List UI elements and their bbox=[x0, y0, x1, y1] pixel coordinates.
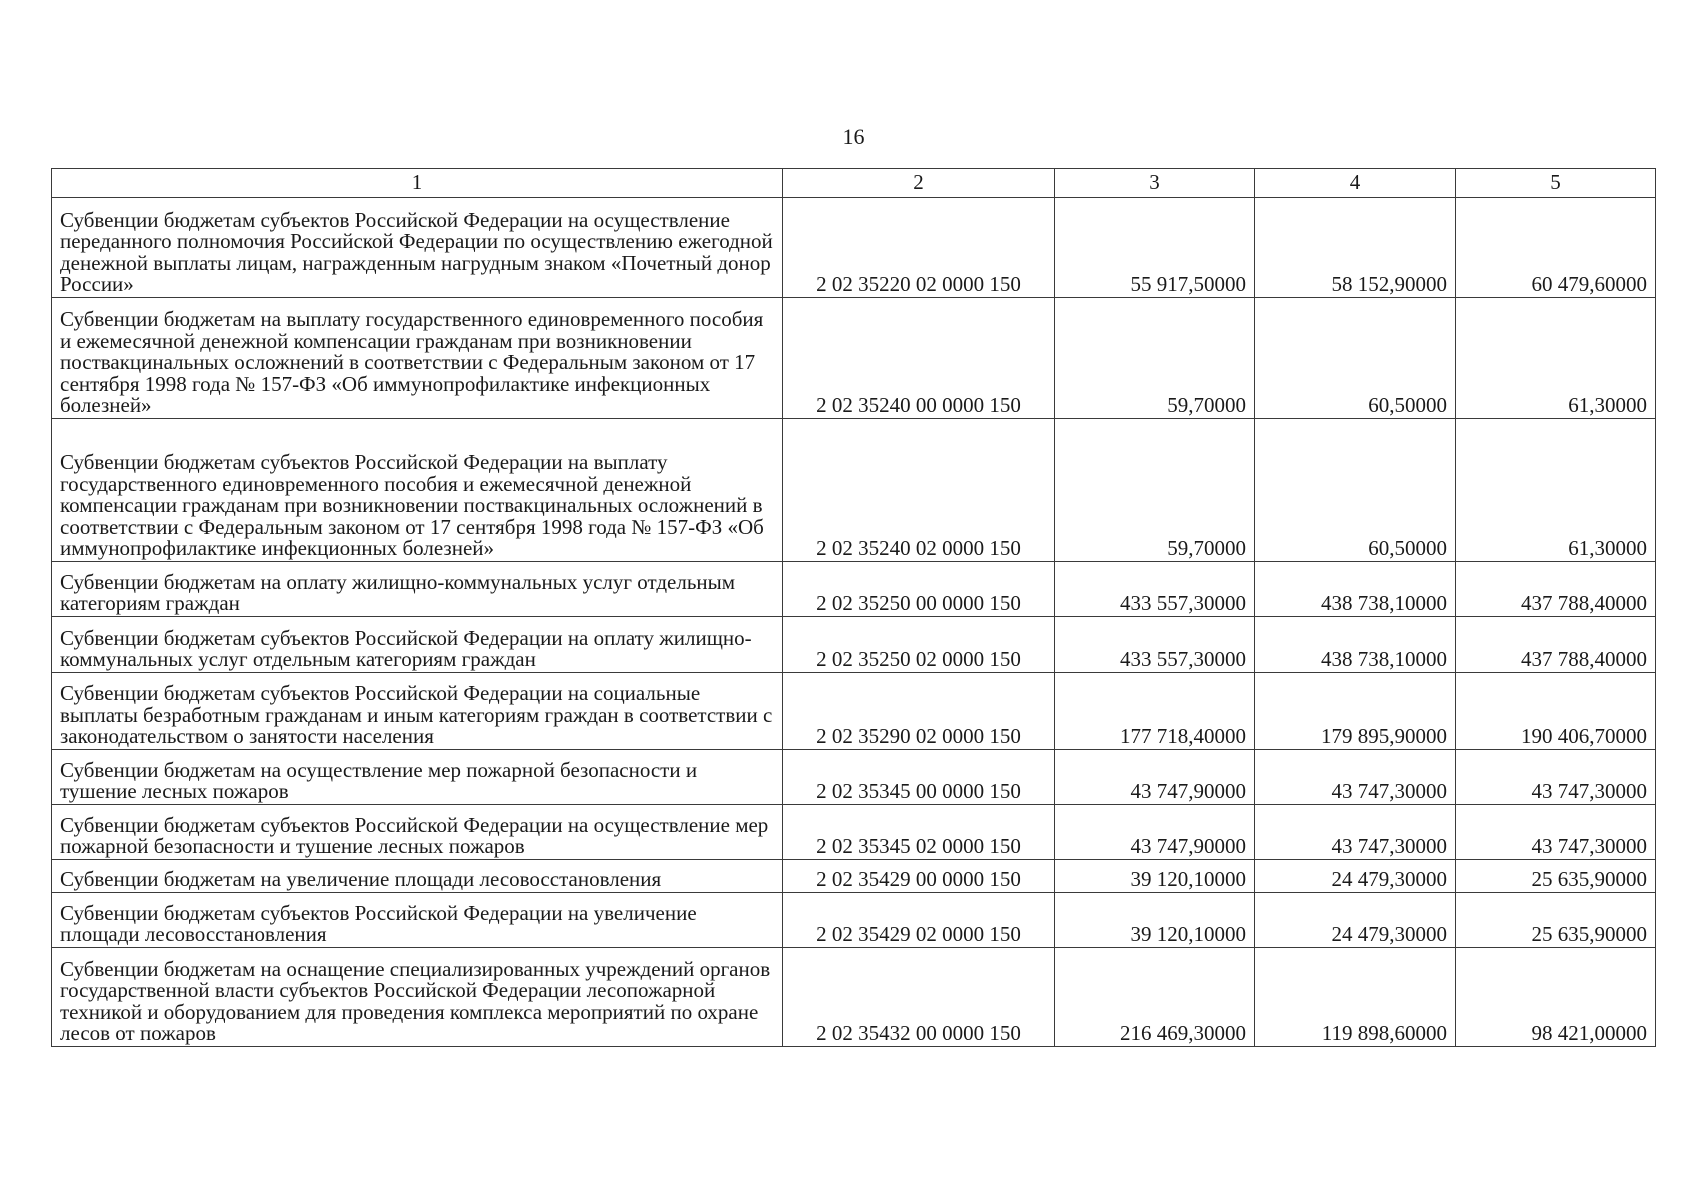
code-cell: 2 02 35345 02 0000 150 bbox=[783, 805, 1055, 860]
value-cell-4: 119 898,60000 bbox=[1255, 948, 1456, 1047]
code-cell: 2 02 35432 00 0000 150 bbox=[783, 948, 1055, 1047]
value-cell-3: 216 469,30000 bbox=[1055, 948, 1255, 1047]
description-cell: Субвенции бюджетам субъектов Российской Федерации на оплату жилищно-коммунальных услуг отдельным категориям граждан bbox=[52, 617, 783, 673]
table-row bbox=[52, 562, 1656, 617]
value-cell-5: 43 747,30000 bbox=[1456, 750, 1656, 805]
value-cell-3: 177 718,40000 bbox=[1055, 673, 1255, 750]
code-cell: 2 02 35250 00 0000 150 bbox=[783, 562, 1055, 617]
description-cell: Субвенции бюджетам на осуществление мер пожарной безопасности и тушение лесных пожаров bbox=[52, 750, 783, 805]
description-cell: Субвенции бюджетам субъектов Российской Федерации на осуществление переданного полномочия Российской Федерации по осуществлению ежегодной денежной выплаты лицам, награжденным нагрудным знаком «Почетный донор России» bbox=[52, 198, 783, 298]
value-cell-3: 43 747,90000 bbox=[1055, 750, 1255, 805]
value-cell-4: 43 747,30000 bbox=[1255, 750, 1456, 805]
code-cell: 2 02 35220 02 0000 150 bbox=[783, 198, 1055, 298]
table-row bbox=[52, 948, 1656, 1047]
page-number: 16 bbox=[842, 124, 865, 149]
value-cell-5: 60 479,60000 bbox=[1456, 198, 1656, 298]
table-row bbox=[52, 860, 1656, 893]
value-cell-3: 59,70000 bbox=[1055, 419, 1255, 562]
table-row bbox=[52, 673, 1656, 750]
description-cell: Субвенции бюджетам на увеличение площади лесовосстановления bbox=[52, 860, 783, 893]
code-cell: 2 02 35250 02 0000 150 bbox=[783, 617, 1055, 673]
value-cell-5: 43 747,30000 bbox=[1456, 805, 1656, 860]
value-cell-4: 24 479,30000 bbox=[1255, 893, 1456, 948]
column-header: 2 bbox=[783, 169, 1055, 198]
value-cell-5: 25 635,90000 bbox=[1456, 860, 1656, 893]
value-cell-5: 190 406,70000 bbox=[1456, 673, 1656, 750]
value-cell-3: 55 917,50000 bbox=[1055, 198, 1255, 298]
table-row bbox=[52, 750, 1656, 805]
value-cell-5: 437 788,40000 bbox=[1456, 562, 1656, 617]
table-row bbox=[52, 617, 1656, 673]
value-cell-4: 58 152,90000 bbox=[1255, 198, 1456, 298]
value-cell-4: 179 895,90000 bbox=[1255, 673, 1456, 750]
table-row bbox=[52, 805, 1656, 860]
description-cell: Субвенции бюджетам субъектов Российской Федерации на осуществление мер пожарной безопасности и тушение лесных пожаров bbox=[52, 805, 783, 860]
value-cell-4: 24 479,30000 bbox=[1255, 860, 1456, 893]
description-cell: Субвенции бюджетам субъектов Российской Федерации на социальные выплаты безработным гражданам и иным категориям граждан в соответствии с законодательством о занятости населения bbox=[52, 673, 783, 750]
column-header: 3 bbox=[1055, 169, 1255, 198]
value-cell-3: 59,70000 bbox=[1055, 298, 1255, 419]
value-cell-4: 438 738,10000 bbox=[1255, 617, 1456, 673]
column-header: 5 bbox=[1456, 169, 1656, 198]
value-cell-4: 60,50000 bbox=[1255, 419, 1456, 562]
table-row bbox=[52, 893, 1656, 948]
code-cell: 2 02 35429 00 0000 150 bbox=[783, 860, 1055, 893]
value-cell-4: 43 747,30000 bbox=[1255, 805, 1456, 860]
value-cell-3: 433 557,30000 bbox=[1055, 562, 1255, 617]
value-cell-3: 43 747,90000 bbox=[1055, 805, 1255, 860]
table-row bbox=[52, 198, 1656, 298]
table-row bbox=[52, 419, 1656, 562]
description-cell: Субвенции бюджетам на оснащение специализированных учреждений органов государственной власти субъектов Российской Федерации лесопожарной техникой и оборудованием для проведения комплекса мероприятий по охране лесов от пожаров bbox=[52, 948, 783, 1047]
code-cell: 2 02 35240 02 0000 150 bbox=[783, 419, 1055, 562]
value-cell-3: 39 120,10000 bbox=[1055, 893, 1255, 948]
value-cell-3: 39 120,10000 bbox=[1055, 860, 1255, 893]
table-header-row bbox=[52, 169, 1656, 198]
description-cell: Субвенции бюджетам субъектов Российской Федерации на увеличение площади лесовосстановления bbox=[52, 893, 783, 948]
budget-table bbox=[51, 168, 1656, 1047]
description-cell: Субвенции бюджетам на выплату государственного единовременного пособия и ежемесячной денежной компенсации гражданам при возникновении поствакцинальных осложнений в соответствии с Федеральным законом от 17 сентября 1998 года № 157-ФЗ «Об иммунопрофилактике инфекционных болезней» bbox=[52, 298, 783, 419]
value-cell-5: 98 421,00000 bbox=[1456, 948, 1656, 1047]
code-cell: 2 02 35240 00 0000 150 bbox=[783, 298, 1055, 419]
value-cell-3: 433 557,30000 bbox=[1055, 617, 1255, 673]
column-header: 1 bbox=[52, 169, 783, 198]
code-cell: 2 02 35345 00 0000 150 bbox=[783, 750, 1055, 805]
code-cell: 2 02 35429 02 0000 150 bbox=[783, 893, 1055, 948]
column-header: 4 bbox=[1255, 169, 1456, 198]
table-row bbox=[52, 298, 1656, 419]
value-cell-5: 61,30000 bbox=[1456, 419, 1656, 562]
description-cell: Субвенции бюджетам субъектов Российской Федерации на выплату государственного единовременного пособия и ежемесячной денежной компенсации гражданам при возникновении поствакцинальных осложнений в соответствии с Федеральным законом от 17 сентября 1998 года № 157-ФЗ «Об иммунопрофилактике инфекционных болезней» bbox=[52, 419, 783, 562]
value-cell-5: 25 635,90000 bbox=[1456, 893, 1656, 948]
value-cell-4: 60,50000 bbox=[1255, 298, 1456, 419]
code-cell: 2 02 35290 02 0000 150 bbox=[783, 673, 1055, 750]
value-cell-5: 61,30000 bbox=[1456, 298, 1656, 419]
value-cell-4: 438 738,10000 bbox=[1255, 562, 1456, 617]
value-cell-5: 437 788,40000 bbox=[1456, 617, 1656, 673]
description-cell: Субвенции бюджетам на оплату жилищно-коммунальных услуг отдельным категориям граждан bbox=[52, 562, 783, 617]
